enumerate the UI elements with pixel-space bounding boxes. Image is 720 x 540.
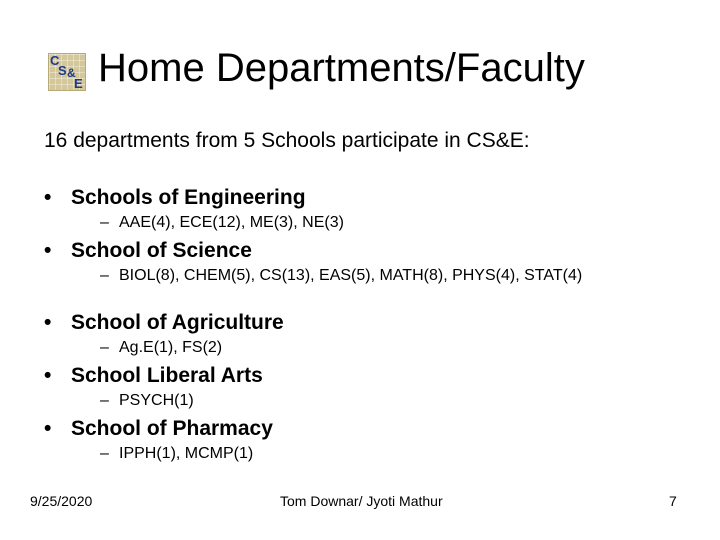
footer-date: 9/25/2020 — [30, 493, 93, 509]
department-list — [100, 392, 640, 410]
school-item — [44, 238, 252, 264]
department-list — [100, 214, 640, 232]
school-name: School of Pharmacy — [71, 417, 273, 440]
dash-icon: – — [100, 339, 109, 356]
school-item — [44, 185, 306, 211]
dash-icon: – — [100, 214, 109, 231]
department-text: PSYCH(1) — [119, 392, 194, 409]
school-name: Schools of Engineering — [71, 186, 306, 209]
bullet-icon: • — [44, 417, 52, 440]
dash-icon: – — [100, 392, 109, 409]
department-list — [100, 267, 640, 285]
department-list — [100, 445, 640, 463]
school-item — [44, 310, 284, 336]
cse-logo — [48, 53, 86, 91]
school-name: School of Agriculture — [71, 311, 284, 334]
slide-number: 7 — [669, 493, 677, 509]
school-name: School of Science — [71, 239, 252, 262]
bullet-icon: • — [44, 364, 52, 387]
logo-ampersand: & — [67, 66, 76, 80]
department-text: BIOL(8), CHEM(5), CS(13), EAS(5), MATH(8), PHYS(4), STAT(4) — [119, 267, 583, 284]
department-text: IPPH(1), MCMP(1) — [119, 445, 254, 462]
department-text: Ag.E(1), FS(2) — [119, 339, 223, 356]
intro-text: 16 departments from 5 Schools participate in CS&E: — [44, 129, 530, 152]
department-text: AAE(4), ECE(12), ME(3), NE(3) — [119, 214, 344, 231]
dash-icon: – — [100, 445, 109, 462]
logo-letter-e: E — [74, 76, 83, 91]
slide-title: Home Departments/Faculty — [98, 46, 585, 90]
department-list — [100, 339, 640, 357]
logo-letter-s: S — [58, 63, 67, 78]
school-item — [44, 416, 273, 442]
bullet-icon: • — [44, 239, 52, 262]
footer-author: Tom Downar/ Jyoti Mathur — [280, 493, 443, 509]
dash-icon: – — [100, 267, 109, 284]
logo-letter-c: C — [50, 53, 60, 68]
school-name: School Liberal Arts — [71, 364, 263, 387]
bullet-icon: • — [44, 311, 52, 334]
bullet-icon: • — [44, 186, 52, 209]
school-item — [44, 363, 263, 389]
